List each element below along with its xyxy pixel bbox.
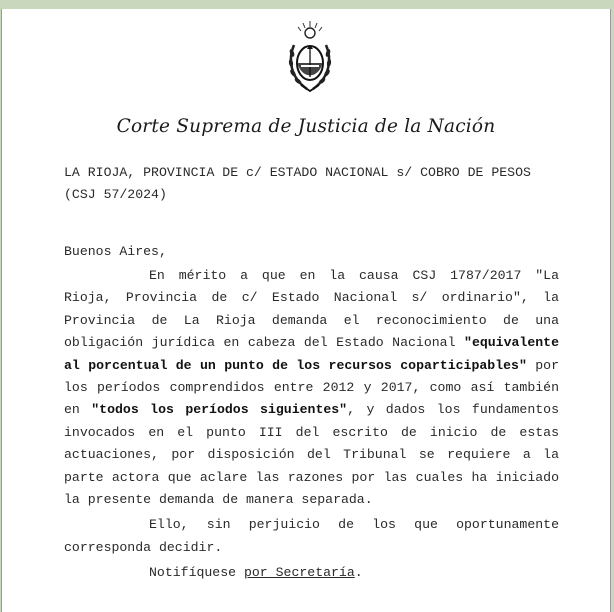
document-page bbox=[1, 9, 611, 612]
city-line: Buenos Aires, bbox=[64, 244, 167, 259]
case-number: (CSJ 57/2024) bbox=[64, 187, 167, 203]
case-caption bbox=[64, 162, 559, 207]
underlined-text: por Secretaría bbox=[243, 565, 355, 581]
quoted-bold-text: "todos los períodos siguientes" bbox=[91, 402, 348, 418]
case-title: LA RIOJA, PROVINCIA DE c/ ESTADO NACIONAL s/ COBRO DE PESOS bbox=[64, 165, 531, 180]
coat-of-arms-icon bbox=[285, 19, 335, 95]
quoted-bold-text: "equivalente al porcentual de un punto de los recursos coparticipables" bbox=[64, 335, 559, 373]
court-name: Corte Suprema de Justicia de la Nación bbox=[116, 116, 496, 137]
paragraph-notify: Notifíquese por Secretaría. bbox=[149, 565, 363, 581]
document-body bbox=[64, 265, 559, 588]
paragraph-second: Ello, sin perjuicio de los que oportunamente corresponda decidir. bbox=[64, 517, 559, 555]
paragraph-main: En mérito a que en la causa CSJ 1787/2017 "La Rioja, Provincia de c/ Estado Nacional s/ ordinario", la Provincia de La Rioja demanda el reconocimiento de una obligación jurídica en cabeza del Estado Nacional "equivalente al porcentual de un punto de los recursos coparticipables" por los períodos comprendidos entre 2012 y 2017, como así también en "todos los períodos siguientes", y dados los fundamentos invocados en el punto III del escrito de inicio de estas actuaciones, por disposición del Tribunal se requiere a la parte actora que aclare las razones por las cuales ha iniciado la presente demanda de manera separada. bbox=[64, 268, 560, 508]
